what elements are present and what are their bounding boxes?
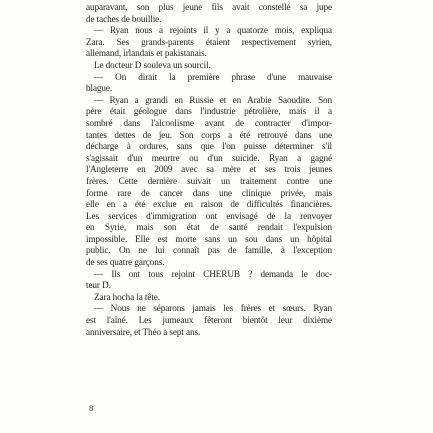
text-line: blague. (86, 83, 113, 94)
text-line: allemand, irlandais et pakistanais. (86, 48, 207, 59)
text-line: frères. Cette dernière suivait un traitement contre une (86, 175, 332, 186)
page-number: 8 (89, 403, 94, 413)
text-line: en Syrie, mais son état de santé rendait l'expulsion (86, 222, 332, 233)
text-line: — Ils ont tous rejoint CHERUB ? demanda le doc- (94, 268, 332, 279)
text-line: forme rare de cancer dans une clinique privée, mais (86, 187, 332, 198)
text-line: sombré dans l'alcoolisme avant de contracter d'impor- (86, 117, 332, 128)
text-line: anniversaire, et Théo a sept ans. (86, 326, 201, 337)
text-line: Zara. Ses grands-parents étaient respectivement syrien, (86, 36, 332, 47)
text-line: l'Angleterre en 2009 avec sa mère et ses trois jeunes (86, 164, 332, 175)
text-line: — On dirait la première phrase d'une mauvaise (94, 71, 332, 82)
text-line: Les services d'immigration ont envisagé de la renvoyer (86, 210, 332, 221)
text-line: décharge à ordures, sans que l'on puisse déterminer s'il (86, 141, 332, 152)
text-line: teur D. (86, 280, 111, 291)
text-line: Le docteur D souleva un sourcil. (94, 59, 211, 70)
text-line: est l'aîné. Les jumeaux fêteront bientôt leur dixième (86, 315, 332, 326)
text-line: elle en a été exclue en raison de difficultés financières. (86, 199, 332, 210)
body-text (86, 2, 332, 338)
text-line: auparavant, son plus jeune fils avait constellé sa jupe (86, 2, 332, 12)
text-line: de taches de bouillie. (86, 13, 162, 24)
text-line: — Ryan nous a rejoints il y a quatorze mois, expliqua (94, 25, 332, 36)
text-line: s'agissait d'un meurtre ou d'un suicide. Ryan a gagné (86, 152, 332, 163)
text-line: — Nous ne séparons jamais les frères et sœurs. Ryan (94, 303, 332, 314)
text-line: — Ryan a grandi en Russie et en Arabie Saoudite. Son (94, 94, 332, 105)
text-line: Zara hocha la tête. (94, 291, 160, 302)
text-line: impossible. Elle est morte sans un sou dans un hôpital (86, 233, 332, 244)
text-line: tantes dettes de jeu. Son corps a été retrouvé dans une (86, 129, 332, 140)
text-line: de ses quatre garçons. (86, 257, 165, 268)
text-line: public. On ne lui connaît pas de famille, à l'exception (86, 245, 332, 256)
text-line: père était géologue dans l'industrie pétrolière, mais il a (86, 106, 332, 117)
